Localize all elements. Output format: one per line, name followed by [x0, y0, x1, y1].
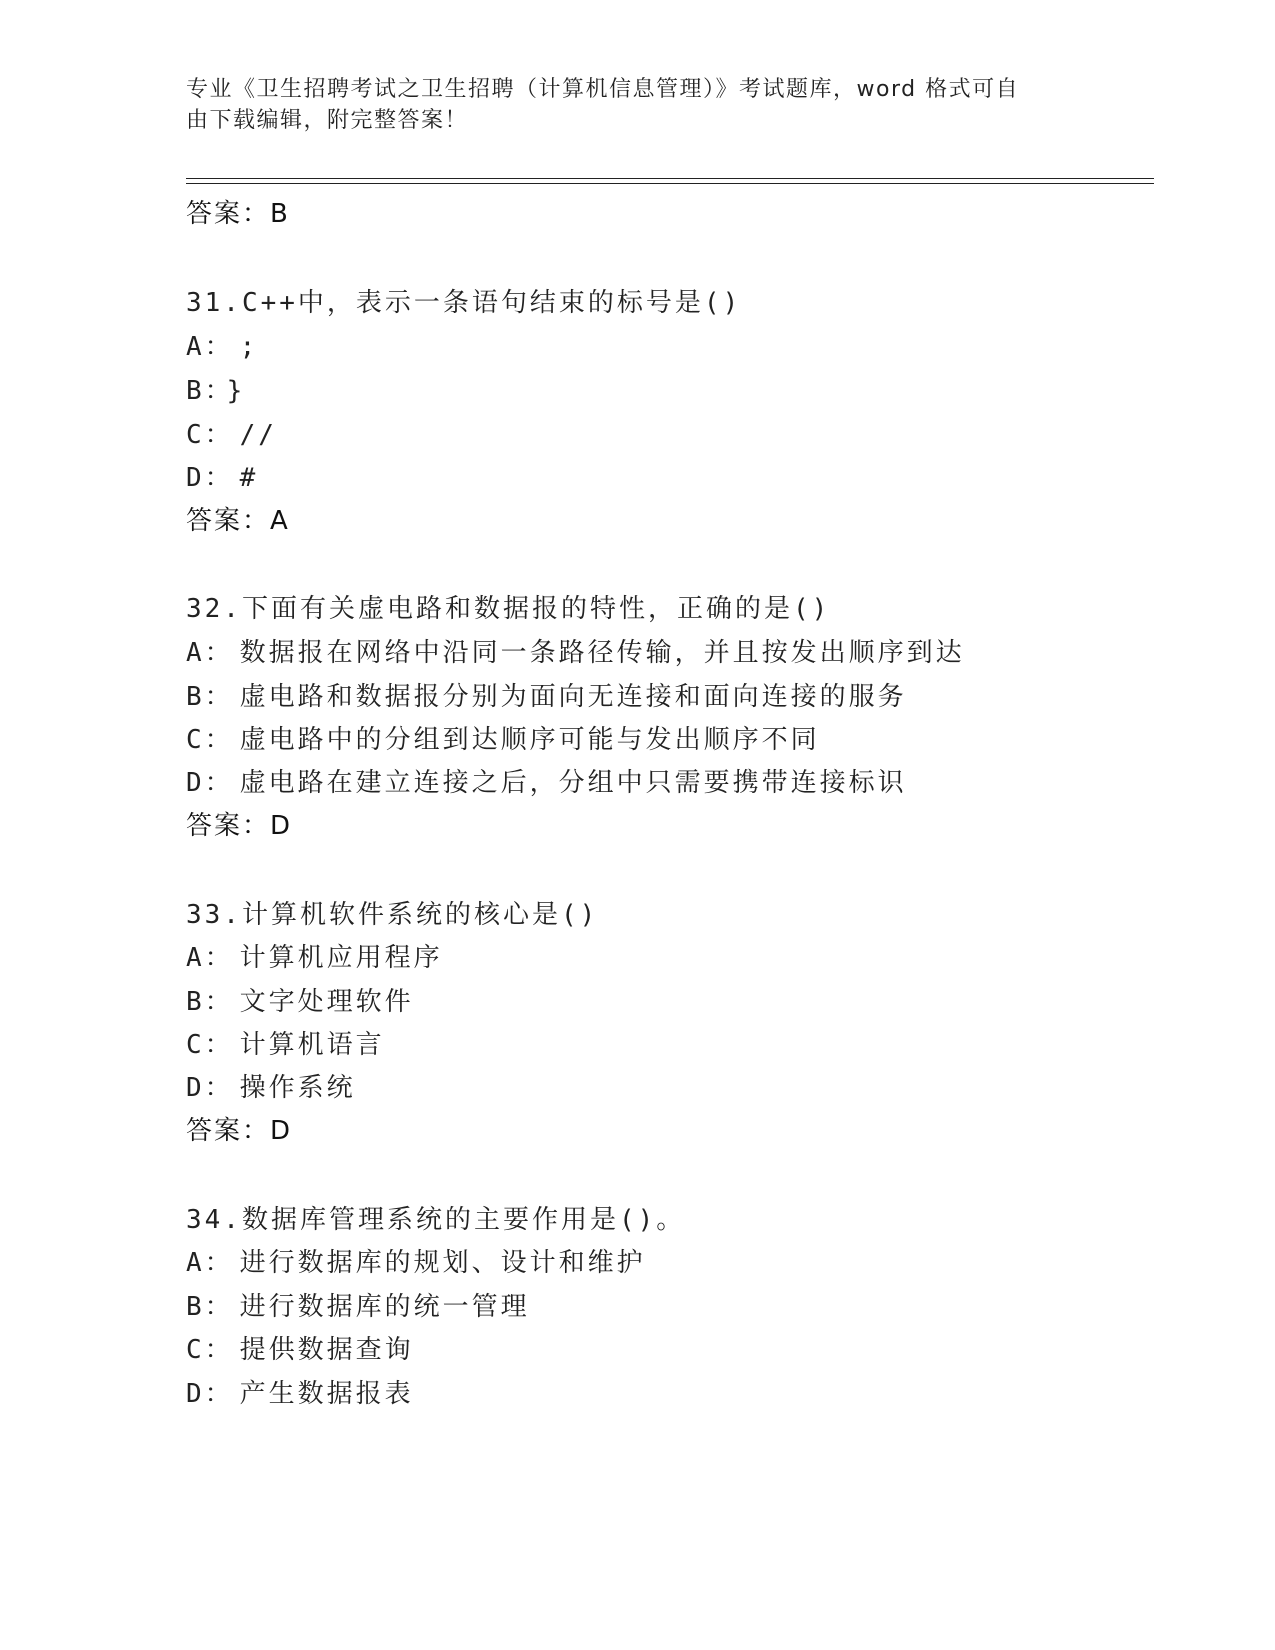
question-31-option-b — [186, 370, 245, 407]
option-label: D： — [186, 1379, 234, 1409]
answer-prev: 答案：B — [186, 199, 290, 229]
question-33-option-d — [186, 1067, 356, 1104]
option-label: C： — [186, 725, 234, 755]
document-header — [186, 74, 1066, 136]
option-label: D： — [186, 1073, 234, 1103]
question-32-option-b — [186, 676, 907, 713]
option-text: 文字处理软件 — [239, 987, 414, 1017]
question-34-stem: 34.数据库管理系统的主要作用是()。 — [186, 1205, 686, 1235]
option-label: D： — [186, 463, 234, 493]
option-label: C： — [186, 1030, 234, 1060]
question-34-option-a — [186, 1242, 646, 1279]
option-text: 进行数据库的规划、设计和维护 — [239, 1248, 646, 1278]
option-label: C： — [186, 420, 234, 450]
question-31-option-c — [186, 414, 277, 451]
header-line-2: 由下载编辑，附完整答案！ — [186, 108, 469, 133]
option-text: 产生数据报表 — [239, 1379, 414, 1409]
header-line-1: 专业《卫生招聘考试之卫生招聘（计算机信息管理）》考试题库，word 格式可自 — [186, 77, 1020, 102]
option-label: B： — [186, 1292, 234, 1322]
header-divider-bottom — [186, 183, 1154, 184]
question-32-stem: 32.下面有关虚电路和数据报的特性，正确的是() — [186, 594, 831, 624]
option-label: B： — [186, 682, 234, 712]
question-33-option-c — [186, 1024, 385, 1061]
question-31-stem: 31.C++中，表示一条语句结束的标号是() — [186, 288, 742, 318]
option-label: A： — [186, 332, 234, 362]
question-31-answer: 答案：A — [186, 506, 290, 536]
question-34-option-b — [186, 1286, 530, 1323]
question-33-option-b — [186, 981, 414, 1018]
question-32-answer: 答案：D — [186, 811, 293, 841]
question-31-option-d — [186, 457, 258, 494]
option-label: B： — [186, 376, 221, 406]
option-label: A： — [186, 1248, 234, 1278]
option-label: A： — [186, 638, 234, 668]
option-label: A： — [186, 943, 234, 973]
question-31-option-a — [186, 326, 258, 363]
question-33-stem: 33.计算机软件系统的核心是() — [186, 900, 599, 930]
option-label: D： — [186, 768, 234, 798]
question-33-option-a — [186, 937, 443, 974]
header-divider-top — [186, 178, 1154, 179]
question-32-option-d — [186, 762, 907, 799]
option-text: 提供数据查询 — [239, 1335, 414, 1365]
option-label: C： — [186, 1335, 234, 1365]
option-text: 虚电路和数据报分别为面向无连接和面向连接的服务 — [239, 682, 907, 712]
option-text: ; — [239, 332, 259, 362]
option-text: 数据报在网络中沿同一条路径传输，并且按发出顺序到达 — [239, 638, 965, 668]
option-text: 进行数据库的统一管理 — [239, 1292, 530, 1322]
question-32-option-c — [186, 719, 820, 756]
option-text: 计算机语言 — [239, 1030, 385, 1060]
question-33-answer: 答案：D — [186, 1116, 293, 1146]
question-34-option-c — [186, 1329, 414, 1366]
option-text: 虚电路中的分组到达顺序可能与发出顺序不同 — [239, 725, 820, 755]
question-34-option-d — [186, 1373, 414, 1410]
option-text: } — [226, 376, 246, 406]
option-text: // — [239, 420, 277, 450]
option-text: 虚电路在建立连接之后，分组中只需要携带连接标识 — [239, 768, 907, 798]
option-text: 操作系统 — [239, 1073, 356, 1103]
option-text: # — [239, 463, 259, 493]
option-label: B： — [186, 987, 234, 1017]
option-text: 计算机应用程序 — [239, 943, 443, 973]
question-32-option-a — [186, 632, 965, 669]
